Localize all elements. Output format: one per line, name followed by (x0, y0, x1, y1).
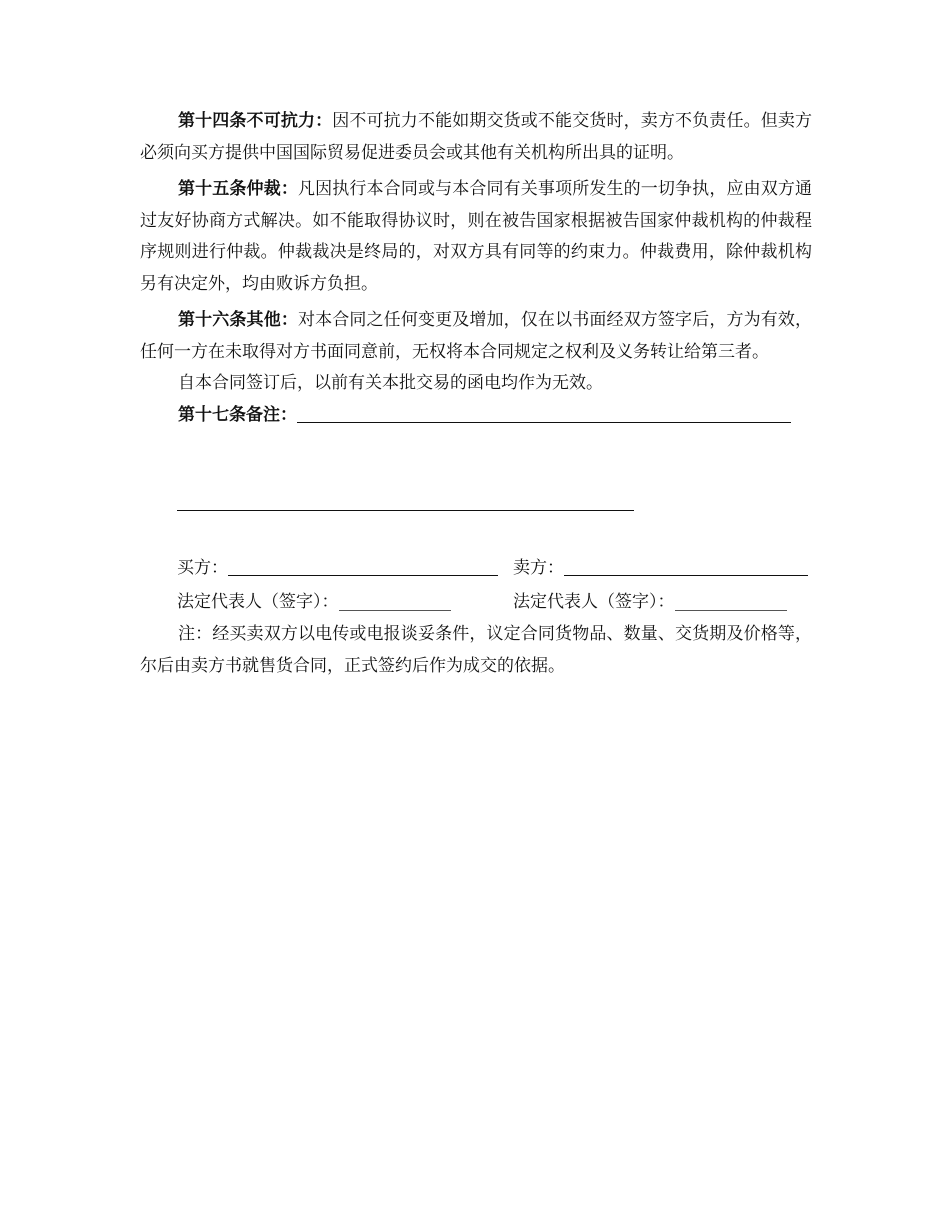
buyer-rep-field[interactable] (339, 594, 451, 611)
contract-body (140, 106, 812, 431)
article-14-heading: 第十四条不可抗力： (178, 111, 333, 131)
seller-rep-field[interactable] (675, 594, 787, 611)
buyer-rep-label: 法定代表人（签字）： (177, 592, 339, 612)
seller-label: 卖方： (513, 558, 564, 578)
article-16 (140, 305, 812, 368)
article-15-heading: 第十五条仲裁： (178, 179, 298, 199)
article-16-text: 对本合同之任何变更及增加，仅在以书面经双方签字后，方为有效，任何一方在未取得对方书面同意前，无权将本合同规定之权利及义务转让给第三者。 (140, 310, 813, 362)
article-17-heading: 第十七条备注： (178, 404, 297, 425)
seller-field[interactable] (564, 557, 808, 576)
buyer-signature (177, 556, 498, 580)
note-block (140, 619, 812, 682)
article-15-text: 凡因执行本合同或与本合同有关事项所发生的一切争执，应由双方通过友好协商方式解决。如不能取得协议时，则在被告国家根据被告国家仲裁机构的仲裁程序规则进行仲裁。仲裁裁决是终局的，对双方具有同等的约束力。仲裁费用，除仲裁机构另有决定外，均由败诉方负担。 (140, 179, 813, 294)
note: 注：经买卖双方以电传或电报谈妥条件，议定合同货物品、数量、交货期及价格等，尔后由卖方书就售货合同，正式签约后作为成交的依据。 (140, 624, 812, 676)
seller-rep-label: 法定代表人（签字）： (513, 592, 675, 612)
supersede-clause: 自本合同签订后，以前有关本批交易的函电均作为无效。 (178, 373, 603, 393)
article-14 (140, 106, 812, 169)
article-17 (140, 400, 812, 432)
remarks-field-line-2[interactable] (177, 510, 634, 511)
buyer-field[interactable] (228, 557, 498, 576)
seller-representative (513, 590, 787, 614)
article-16-heading: 第十六条其他： (178, 310, 298, 330)
article-14-text: 因不可抗力不能如期交货或不能交货时，卖方不负责任。但卖方必须向买方提供中国国际贸易促进委员会或其他有关机构所出具的证明。 (140, 111, 812, 163)
buyer-representative (177, 590, 451, 614)
seller-signature (513, 556, 808, 580)
buyer-label: 买方： (177, 558, 228, 578)
article-15 (140, 174, 812, 300)
remarks-field-line-1[interactable] (297, 404, 791, 423)
